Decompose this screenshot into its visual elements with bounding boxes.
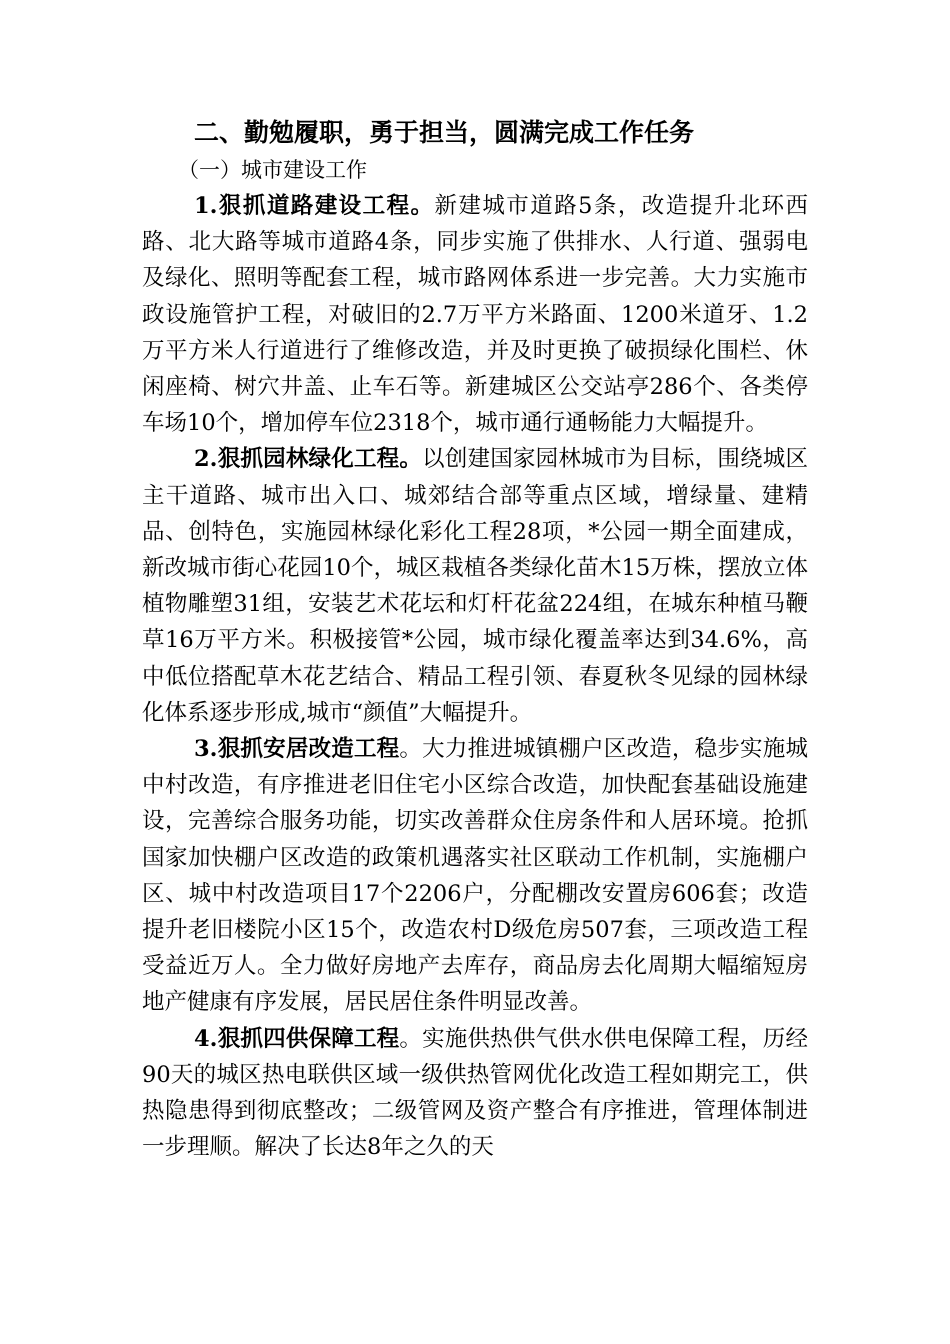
section-heading: 二、勤勉履职，勇于担当，圆满完成工作任务 [194, 118, 695, 147]
paragraph-road-construction [142, 188, 808, 441]
paragraph-body: 。大力推进城镇棚户区改造，稳步实施城中村改造，有序推进老旧住宅小区综合改造，加快配套基础设施建设，完善综合服务功能，切实改善群众住房条件和人居环境。抢抓国家加快棚户区改造的政策机遇落实社区联动工作机制，实施棚户区、城中村改造项目17个2206户，分配棚改安置房606套；改造提升老旧楼院小区15个，改造农村D级危房507套，三项改造工程受益近万人。全力做好房地产去库存，商品房去化周期大幅缩短房地产健康有序发展，居民居住条件明显改善。 [142, 736, 808, 1016]
paragraph-body: 新建城市道路5条，改造提升北环西路、北大路等城市道路4条，同步实施了供排水、人行道、强弱电及绿化、照明等配套工程，城市路网体系进一步完善。大力实施市政设施管护工程，对破旧的2.7万平方米路面、1200米道牙、1.2万平方米人行道进行了维修改造，并及时更换了破损绿化围栏、休闲座椅、树穴井盖、止车石等。新建城区公交站亭286个、各类停车场10个，增加停车位2318个，城市通行通畅能力大幅提升。 [142, 193, 808, 437]
paragraph-lead: 1.狠抓道路建设工程。 [194, 193, 435, 219]
paragraph-lead: 4.狠抓四供保障工程 [194, 1025, 400, 1052]
paragraph-body: 以创建国家园林城市为目标，围绕城区主干道路、城市出入口、城郊结合部等重点区域，增绿量、建精品、创特色，实施园林绿化彩化工程28项，*公园一期全面建成，新改城市街心花园10个，城区栽植各类绿化苗木15万株，摆放立体植物雕塑31组，安装艺术花坛和灯杆花盆224组，在城东种植马鞭草16万平方米。积极接管*公园，城市绿化覆盖率达到34.6%，高中低位搭配草木花艺结合、精品工程引领、春夏秋冬见绿的园林绿化体系逐步形成,城市“颜值”大幅提升。 [142, 446, 808, 726]
document-body [142, 114, 808, 1165]
paragraph-body: 。实施供热供气供水供电保障工程，历经90天的城区热电联供区域一级供热管网优化改造工程如期完工，供热隐患得到彻底整改；二级管网及资产整合有序推进，管理体制进一步理顺。解决了长达8年之久的天 [142, 1025, 808, 1161]
paragraph-utilities-supply [142, 1021, 808, 1166]
sub-heading: （一）城市建设工作 [178, 158, 367, 182]
paragraph-housing-renovation [142, 731, 808, 1021]
paragraph-lead: 3.狠抓安居改造工程 [194, 736, 400, 763]
paragraph-lead: 2.狠抓园林绿化工程。 [194, 446, 423, 473]
paragraph-landscaping [142, 441, 808, 731]
